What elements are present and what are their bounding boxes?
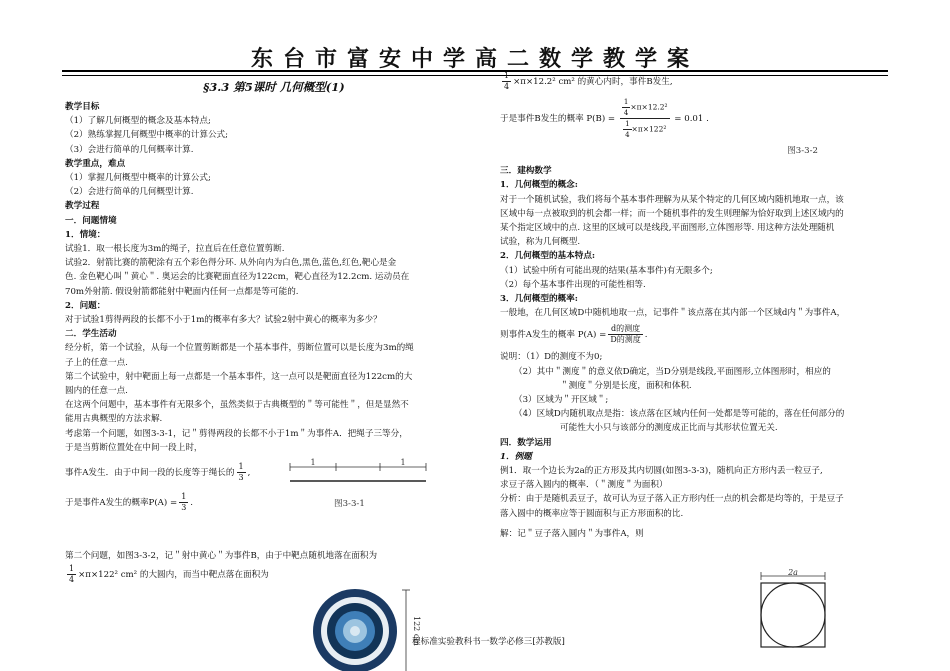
- text-line: 区域中每一点被取到的机会都一样；而一个随机事件的发生则理解为恰好取到上述区域内的: [500, 208, 844, 219]
- left-column: [65, 76, 483, 587]
- footer-text: 程标准实验教科书一数学必修三[苏教版]: [412, 637, 565, 647]
- probability-formula-b: [500, 94, 888, 144]
- text-line: 试验1．取一根长度为3m的绳子，拉直后在任意位置剪断.: [65, 244, 285, 255]
- goals-heading: 教学目标: [65, 102, 100, 112]
- key-item: （1）掌握几何概型中概率的计算公式;: [65, 173, 211, 184]
- text-line: 分析：由于是随机丢豆子，故可认为豆子落入正方形内任一点的机会都是均等的，于是豆子: [500, 494, 844, 505]
- rope-figure: [278, 457, 438, 493]
- text-line: ＂测度＂分别是长度，面积和体积.: [560, 380, 692, 391]
- text-line: 70m外射箭. 假设射箭都能射中靶面内任何一点都是等可能的.: [65, 286, 299, 297]
- text-line: [500, 70, 888, 94]
- text-line: 事件A发生．由于中间一段的长度等于绳长的 $\frac{1}{3}$ ,: [65, 462, 251, 483]
- text-line: 某个指定区域中的点. 这里的区域可以是线段,平面图形,立体图形等. 用这种方法处理随机: [500, 223, 835, 234]
- fraction: $\frac{1}{4}$: [504, 71, 510, 91]
- text-line: 对于试验1剪得两段的长都不小于1m的概率有多大？试验2射中黄心的概率为多少？: [65, 315, 382, 326]
- text-span: 则事件A发生的概率 P(A) =: [500, 330, 607, 341]
- text-line: （2）其中＂测度＂的意义依D确定，当D分别是线段,平面图形,立体图形时，相应的: [514, 366, 831, 377]
- subsection-heading: 2．问题：: [65, 300, 106, 311]
- page-title: 东台市富安中学高二数学教学案: [250, 46, 699, 72]
- square-label: 2a: [788, 568, 798, 577]
- text-line: 于是事件A发生的概率P(A) = $\frac{1}{3}$ .: [65, 492, 194, 513]
- process-heading: 教学过程: [65, 201, 100, 212]
- text-line: （2）每个基本事件出现的可能性相等.: [500, 279, 646, 290]
- text-line: 能用古典概型的方法求解.: [65, 414, 163, 425]
- text-line: [65, 563, 483, 587]
- subsection-heading: 1．几何概型的概念:: [500, 180, 578, 191]
- text-line: 于是当剪断位置处在中间一段上时，: [65, 442, 203, 453]
- goal-item: （3）会进行简单的几何概率计算.: [65, 144, 194, 155]
- text-span: 事件A发生．由于中间一段的长度等于绳长的: [65, 468, 235, 479]
- subsection-heading: 3．几何概型的概率:: [500, 294, 578, 305]
- text-line: 第二个问题，如图3-3-2，记＂射中黄心＂为事件B，由于中靶点随机地落在面积为: [65, 551, 378, 562]
- text-span: = 0.01 .: [674, 114, 709, 124]
- text-line: 色. 金色靶心叫＂黄心＂. 奥运会的比赛靶面直径为122cm，靶心直径为12.2cm. 运动员在: [65, 272, 410, 283]
- text-line: （1）试验中所有可能出现的结果(基本事件)有无限多个;: [500, 265, 713, 276]
- text-line: 圆内的任意一点.: [65, 386, 128, 397]
- square-circle-figure: [758, 566, 830, 666]
- text-line: 在这两个问题中，基本事件有无限多个，虽然类似于古典概型的＂等可能性＂，但是显然不: [65, 400, 409, 411]
- goal-item: （2）熟练掌握几何概型中概率的计算公式;: [65, 130, 229, 141]
- section-heading: 一．问题情境: [65, 215, 117, 226]
- text-line: 试验2．射箭比赛的箭靶涂有五个彩色得分环. 从外向内为白色,黑色,蓝色,红色,靶心是金: [65, 258, 397, 269]
- text-line: 第二个试验中，射中靶面上每一点都是一个基本事件，这一点可以是靶面直径为122cm的大: [65, 371, 413, 382]
- text-line: （3）区域为＂开区域＂;: [514, 395, 609, 406]
- subsection-heading: 2．几何概型的基本特点:: [500, 251, 596, 262]
- fraction: $\frac{1}{3}$: [238, 462, 244, 483]
- key-heading: 教学重点，难点: [65, 158, 126, 169]
- right-column: [500, 71, 888, 541]
- figure-caption: 图3-3-1: [334, 499, 365, 509]
- target-label: 122 cm: [412, 616, 421, 646]
- archery-target-figure: [310, 586, 420, 671]
- figure-caption: 图3-3-2: [787, 146, 818, 156]
- subsection-heading: 1．情境：: [65, 229, 106, 240]
- text-span: ×π×122² cm² 的大圆内，而当中靶点落在面积为: [78, 570, 269, 581]
- text-line: 可能性大小只与该部分的测度成正比而与其形状位置无关.: [560, 423, 778, 434]
- text-line: （4）区域D内随机取点是指：该点落在区域内任何一处都是等可能的，落在任何部分的: [514, 409, 845, 420]
- fraction: $\frac{1}{4}$ ×π×12.2² $\frac{1}{4}$ ×π×122²: [620, 97, 670, 140]
- goal-item: （1）了解几何概型的概念及基本特点;: [65, 116, 211, 127]
- text-line: 考虑第一个问题，如图3-3-1，记＂剪得两段的长都不小于1m＂为事件A．把绳子三等分，: [65, 428, 408, 439]
- text-span: 于是事件B发生的概率 P(B) =: [500, 114, 616, 124]
- key-item: （2）会进行简单的几何概型计算.: [65, 187, 194, 198]
- text-line: 试验，称为几何概型.: [500, 237, 581, 248]
- section-heading: 二．学生活动: [65, 329, 117, 340]
- text-line: 子上的任意一点.: [65, 357, 128, 368]
- text-line: 一般地，在几何区域D中随机地取一点，记事件＂该点落在其内部一个区域d内＂为事件A，: [500, 308, 846, 319]
- rope-label: 1: [310, 458, 316, 467]
- fraction: $\frac{1}{4}$: [69, 564, 75, 585]
- lesson-title: §3.3 第5课时 几何概型(1): [203, 80, 345, 94]
- text-span: ×π×12.2² cm² 的黄心内时，事件B发生,: [513, 77, 673, 87]
- text-span: 于是事件A发生的概率P(A) =: [65, 498, 178, 509]
- subsection-heading: 1．例题: [500, 451, 532, 462]
- fraction: $\frac{\text{d的测度}}{\text{D的测度}}$: [610, 324, 641, 345]
- text-line: 对于一个随机试验，我们将每个基本事件理解为从某个特定的几何区域内随机地取一点，该: [500, 194, 844, 205]
- text-line: 经分析，第一个试验，从每一个位置剪断都是一个基本事件，剪断位置可以是长度为3m的绳: [65, 343, 414, 354]
- text-line: 解：记＂豆子落入圆内＂为事件A，则: [500, 528, 644, 539]
- probability-formula-a: 则事件A发生的概率 P(A) = $\frac{\text{d的测度}}{\text{D的测度}}$ .: [500, 324, 648, 345]
- section-heading: 三．建构数学: [500, 166, 552, 177]
- rope-label: 1: [400, 458, 406, 467]
- text-line: 说明：（1）D的测度不为0;: [500, 352, 603, 363]
- text-line: 例1．取一个边长为2a的正方形及其内切圆(如图3-3-3)，随机向正方形内丢一粒豆子,: [500, 466, 823, 477]
- text-line: 落入圆中的概率应等于圆面积与正方形面积的比.: [500, 508, 684, 519]
- text-line: 求豆子落入圆内的概率．（＂测度＂为面积）: [500, 480, 668, 491]
- fraction: $\frac{1}{3}$: [181, 492, 187, 513]
- section-heading: 四．数学运用: [500, 437, 552, 448]
